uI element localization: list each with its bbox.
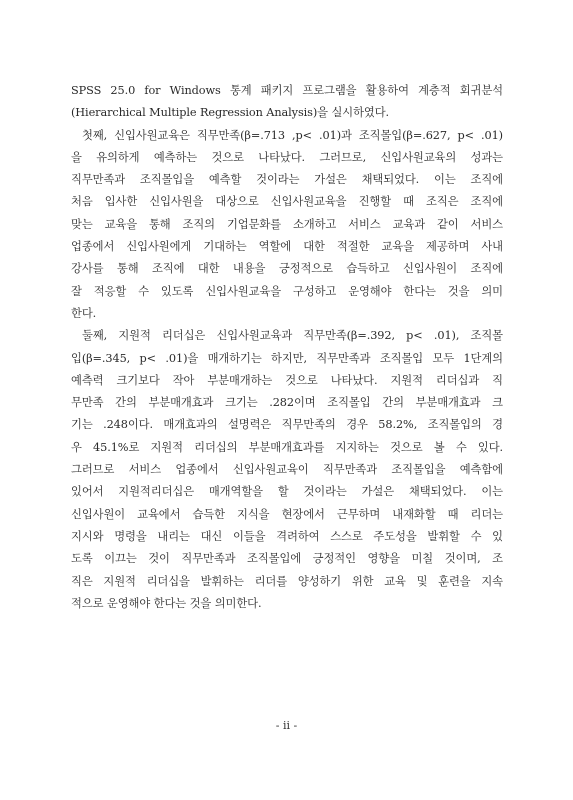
text-line: 지시와 명령을 내리는 대신 이들을 격려하여 스스로 주도성을 발휘할 수 있 [71, 529, 503, 543]
text-line: SPSS 25.0 for Windows 통계 패키지 프로그램을 활용하여 계층적 회귀분석 [71, 84, 503, 97]
text-line: 직무만족과 조직몰입을 예측할 것이라는 가설은 채택되었다. 이는 조직에 [71, 173, 503, 187]
text-line: 잘 적응할 수 있도록 신입사원교육을 구성하고 운영해야 한다는 것을 의미 [71, 284, 503, 298]
text-line: 첫째, 신입사원교육은 직무만족(β=.713 ,p< .01)과 조직몰입(β=.627, p< .01) [82, 128, 503, 142]
text-line: 직은 지원적 리더십을 발휘하는 리더를 양성하기 위한 교육 및 훈련을 지속 [71, 574, 503, 588]
text-line: 도록 이끄는 것이 직무만족과 조직몰입에 긍정적인 영향을 미칠 것이며, 조 [71, 552, 503, 566]
text-line: 그러므로 서비스 업종에서 신입사원교육이 직무만족과 조직몰입을 예측함에 [71, 463, 503, 477]
paragraph-first-finding [71, 125, 503, 326]
text-line: 있어서 지원적리더십은 매개역할을 할 것이라는 가설은 채택되었다. 이는 [71, 485, 503, 499]
text-line: 예측력 크기보다 작아 부분매개하는 것으로 나타났다. 지원적 리더십과 직 [71, 373, 503, 387]
text-line: 을 유의하게 예측하는 것으로 나타났다. 그러므로, 신입사원교육의 성과는 [71, 150, 503, 164]
text-line: 무만족 간의 부분매개효과 크기는 .282이며 조직몰입 간의 부분매개효과 크 [71, 396, 503, 410]
text-line: 강사를 통해 조직에 대한 내용을 긍정적으로 습득하고 신입사원이 조직에 [71, 262, 503, 276]
text-line: 기는 .248이다. 매개효과의 설명력은 직무만족의 경우 58.2%, 조직몰입의 경 [71, 418, 503, 432]
text-line: 우 45.1%로 지원적 리더십의 부분매개효과를 지지하는 것으로 볼 수 있다. [71, 440, 503, 454]
page-body [71, 80, 503, 615]
page-number: - ii - [275, 719, 298, 732]
text-line: 처음 입사한 신입사원을 대상으로 신입사원교육을 진행할 때 조직은 조직에 [71, 195, 503, 209]
text-line: 신입사원이 교육에서 습득한 지식을 현장에서 근무하며 내재화할 때 리더는 [71, 507, 503, 521]
text-line: 적으로 운영해야 한다는 것을 의미한다. [71, 596, 262, 610]
text-line: (Hierarchical Multiple Regression Analysis)을 실시하였다. [71, 106, 390, 120]
text-line: 맞는 교육을 통해 조직의 기업문화를 소개하고 서비스 교육과 같이 서비스 [71, 217, 503, 231]
paragraph-second-finding [71, 325, 503, 615]
text-line: 둘째, 지원적 리더십은 신입사원교육과 직무만족(β=.392, p< .01), 조직몰 [82, 329, 503, 343]
text-line: 업종에서 신입사원에게 기대하는 역할에 대한 적절한 교육을 제공하며 사내 [71, 240, 503, 254]
text-line: 입(β=.345, p< .01)을 매개하기는 하지만, 직무만족과 조직몰입 모두 1단계의 [71, 351, 503, 365]
text-line: 한다. [71, 306, 97, 320]
paragraph-method [71, 80, 503, 125]
